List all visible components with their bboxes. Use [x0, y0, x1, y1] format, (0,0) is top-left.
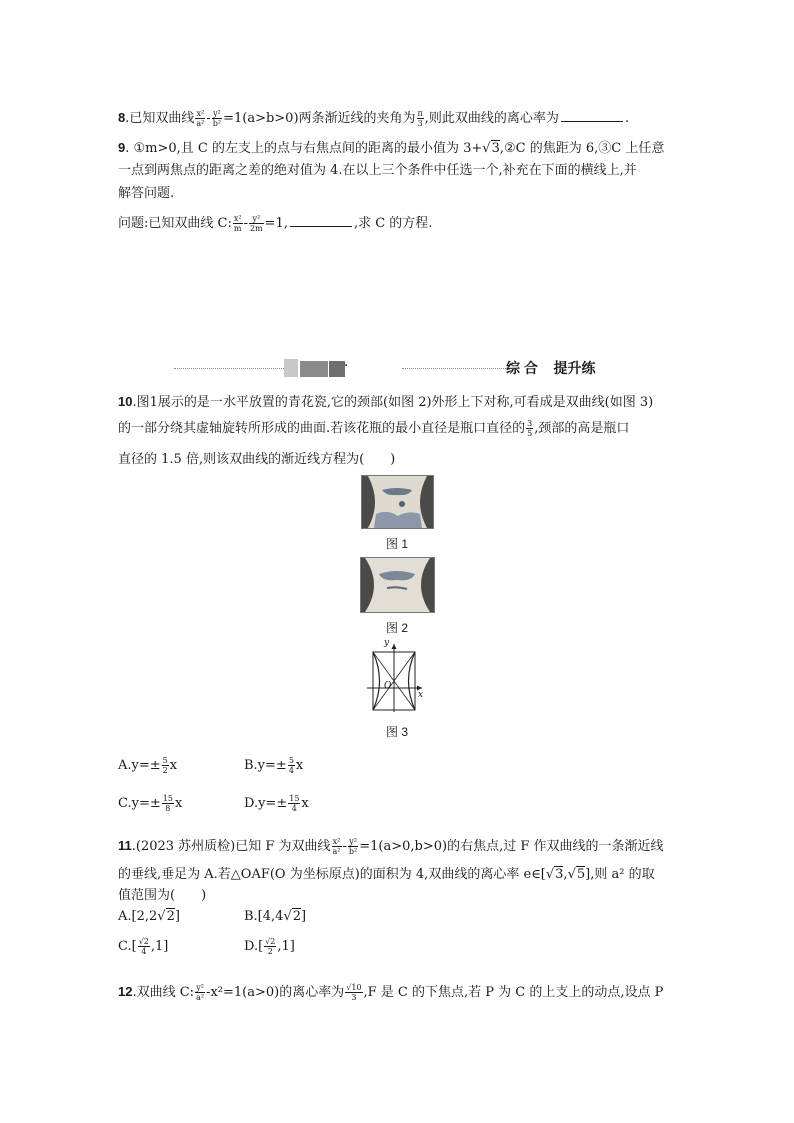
- vase-neck-image: [362, 476, 433, 528]
- fraction: $\frac{\pi}{3}$: [417, 109, 423, 128]
- q8-line: 8.已知双曲线 $\frac{\text{x²}}{\text{a²}}$ - $\frac{\text{y²}}{\text{b²}}$ =1(a>b>0)两条渐近线的夹角为 $\frac{\pi}{3}$ ,则此双曲线的离心率为 .: [118, 109, 630, 128]
- q11-option-d[interactable]: D.[ $\frac{√2}{2}$ ,1]: [244, 937, 295, 956]
- q11-line3: 值范围为( ): [118, 888, 207, 903]
- fraction: $\frac{3}{5}$: [527, 419, 533, 438]
- q11-line1: 11.(2023 苏州质检)已知 F 为双曲线 $\frac{\text{x²}}{\text{a²}}$ - $\frac{\text{y²}}{\text{b²}}$ =1(a>0,b>0)的右焦点,过 F 作双曲线的一条渐近线: [118, 837, 664, 856]
- q11-number: 11: [118, 838, 132, 853]
- q9-line4: 问题:已知双曲线 C: $\frac{\text{x²}}{m}$ - $\frac{\text{y²}}{2m}$ =1, ,求 C 的方程.: [118, 214, 433, 233]
- q10-option-c[interactable]: C.y=± $\frac{15}{8}$ x: [118, 794, 183, 813]
- q10-line1: 10.图1展示的是一水平放置的青花瓷,它的颈部(如图 2)外形上下对称,可看成是双曲线(如图 3): [118, 394, 654, 410]
- section-marker-block: [329, 361, 345, 377]
- q10-line2: 的一部分绕其虚轴旋转所形成的曲面.若该花瓶的最小直径是瓶口直径的 $\frac{3}{5}$ ,颈部的高是瓶口: [118, 419, 630, 438]
- figure-2-caption: 图 2: [386, 621, 409, 635]
- axis-label-x: x: [418, 690, 424, 700]
- figure-3-diagram: [364, 638, 428, 716]
- section-header: [170, 357, 630, 379]
- q11-option-b[interactable]: B.[4,4√2]: [244, 909, 307, 924]
- q9-line1: 9. ①m>0,且 C 的左支上的点与右焦点间的距离的最小值为 3+√3,②C 的焦距为 6,③C 上任意: [118, 140, 665, 156]
- q10-line3: 直径的 1.5 倍,则该双曲线的渐近线方程为( ): [118, 452, 396, 467]
- q11-option-c[interactable]: C.[ $\frac{√2}{4}$ ,1]: [118, 937, 169, 956]
- answer-blank[interactable]: [290, 214, 352, 227]
- q11-line2: 的垂线,垂足为 A.若△OAF(O 为坐标原点)的面积为 4,双曲线的离心率 e∈[√3,√5],则 a² 的取: [118, 867, 655, 882]
- fraction: $\frac{\text{x²}}{\text{a²}}$: [196, 109, 205, 128]
- q11-option-a[interactable]: A.[2,2√2]: [118, 909, 180, 924]
- axis-label-y: y: [384, 638, 390, 648]
- section-title: 综 合 提升练: [506, 360, 596, 376]
- section-marker: ·: [344, 358, 349, 374]
- section-marker-block: [300, 361, 328, 377]
- answer-blank[interactable]: [561, 109, 623, 122]
- q12-line1: 12.双曲线 C: $\frac{\text{y²}}{\text{a²}}$ -x²=1(a>0)的离心率为 $\frac{√10}{3}$ ,F 是 C 的下焦点,若 P 为 C 的上支上的动点,设点 P: [118, 983, 664, 1002]
- fraction: $\frac{\text{x²}}{m}$: [233, 214, 242, 233]
- q10-option-d[interactable]: D.y=± $\frac{15}{4}$ x: [244, 794, 309, 813]
- q8-text: .已知双曲线: [125, 111, 195, 126]
- q10-option-a[interactable]: A.y=± $\frac{5}{2}$ x: [118, 756, 178, 775]
- hyperbola-diagram: [364, 638, 428, 716]
- section-marker-block: [284, 359, 298, 377]
- q10-number: 10: [118, 394, 133, 409]
- figure-3-caption: 图 3: [386, 725, 409, 739]
- q9-line3: 解答问题.: [118, 186, 175, 201]
- fraction: $\frac{\text{y²}}{2m}$: [249, 214, 263, 233]
- figure-2-photo: [360, 557, 435, 613]
- figure-1-caption: 图 1: [386, 537, 409, 551]
- vase-neck-closeup-image: [361, 558, 434, 612]
- divider: [174, 368, 284, 369]
- figure-1-photo: [361, 475, 434, 529]
- q10-option-b[interactable]: B.y=± $\frac{5}{4}$ x: [244, 756, 304, 775]
- divider: [402, 368, 512, 369]
- q12-number: 12: [118, 984, 133, 999]
- q8-number: 8: [118, 110, 126, 125]
- origin-label: O: [384, 681, 392, 691]
- q9-line2: 一点到两焦点的距离之差的绝对值为 4.在以上三个条件中任选一个,补充在下面的横线上,并: [118, 163, 637, 178]
- q9-number: 9: [118, 140, 126, 155]
- fraction: $\frac{\text{y²}}{\text{b²}}$: [212, 109, 222, 128]
